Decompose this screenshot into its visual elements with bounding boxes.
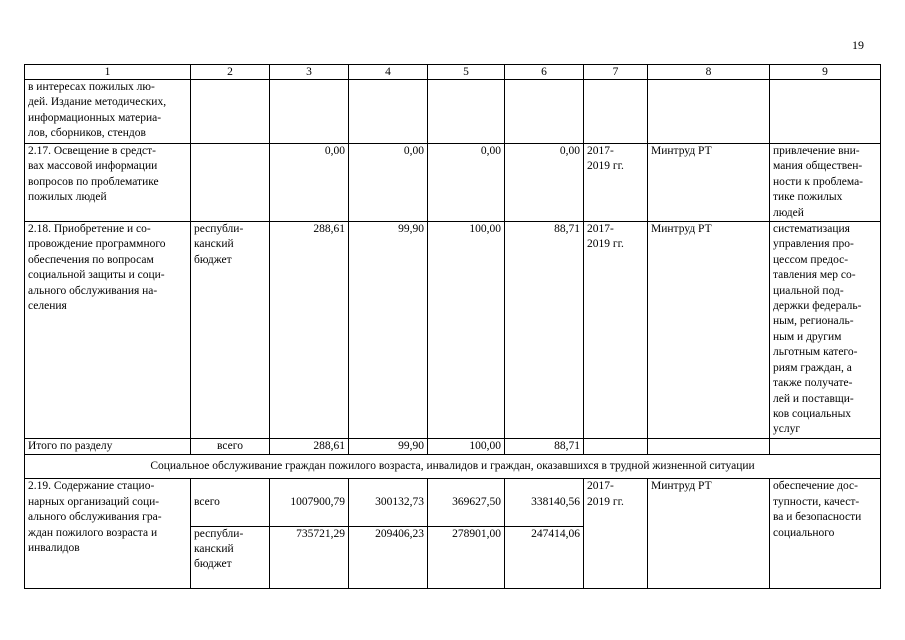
executor-cell: Минтруд РТ [648, 144, 770, 222]
amount-2018-budget: 278901,00 [428, 526, 505, 542]
empty-cell [584, 439, 648, 455]
expected-result-cell: привлечение вни- мания обществен- ности к проблема- тике пожилых людей [770, 144, 881, 222]
empty-cell [428, 80, 505, 144]
col-header-7: 7 [584, 65, 648, 80]
empty-cell [770, 439, 881, 455]
amount-2019-cell: 88,71 [505, 222, 584, 439]
empty-cell [770, 80, 881, 144]
activity-cell: 2.18. Приобретение и со- провождение программного обеспечения по вопросам социальной защиты и соци- ального обслуживания на- селения [25, 222, 191, 439]
amount-2017-all: 300132,73 [375, 495, 424, 508]
period-cell: 2017- 2019 гг. [584, 222, 648, 439]
expected-result-cell: обеспечение дос- тупности, качест- ва и безопасности социального [770, 479, 881, 589]
activity-cell: 2.19. Содержание стацио- нарных организаций соци- ального обслуживания гра- ждан пожилого возраста и инвалидов [25, 479, 191, 589]
col-header-2: 2 [191, 65, 270, 80]
section-heading-row [25, 455, 881, 479]
amount-2017-cell: 99,90 [349, 222, 428, 439]
table-row-continuation [25, 80, 881, 144]
expected-result-cell: систематизация управления про- цессом предос- тавления мер со- циальной под- держки федераль- ным, региональ- ным и другим льготным катего- риям граждан, а также получате- лей и поставщи- ков социальных услуг [770, 222, 881, 439]
program-table [24, 64, 881, 589]
amount-2017-cell: 99,90 [349, 439, 428, 455]
empty-cell [648, 439, 770, 455]
amount-total-cell: 288,61 [270, 439, 349, 455]
period-cell: 2017- 2019 гг. [584, 479, 648, 589]
amount-2019-cell [505, 479, 584, 589]
table-row-2-18 [25, 222, 881, 439]
amount-total-cell: 0,00 [270, 144, 349, 222]
funding-total-label: всего [194, 495, 220, 508]
amount-total-cell: 288,61 [270, 222, 349, 439]
amount-2019-budget: 247414,06 [505, 526, 584, 542]
empty-cell [505, 80, 584, 144]
table-row-section-total [25, 439, 881, 455]
amount-2017-cell: 0,00 [349, 144, 428, 222]
amount-2017-budget: 209406,23 [349, 526, 428, 542]
amount-2017-cell [349, 479, 428, 589]
col-header-6: 6 [505, 65, 584, 80]
funding-source-cell: республи- канский бюджет [191, 222, 270, 439]
section-title: Социальное обслуживание граждан пожилого возраста, инвалидов и граждан, оказавшихся в трудной жизненной ситуации [25, 455, 881, 479]
amount-2018-cell: 100,00 [428, 439, 505, 455]
amount-2018-cell: 100,00 [428, 222, 505, 439]
empty-cell [349, 80, 428, 144]
col-header-5: 5 [428, 65, 505, 80]
activity-cell: 2.17. Освещение в средст- вах массовой информации вопросов по проблематике пожилых людей [25, 144, 191, 222]
col-header-1: 1 [25, 65, 191, 80]
amount-2019-all: 338140,56 [531, 495, 580, 508]
col-header-3: 3 [270, 65, 349, 80]
funding-source-cell: всего [191, 439, 270, 455]
table-row-2-17 [25, 144, 881, 222]
page-number: 19 [852, 38, 864, 52]
column-number-header-row [25, 65, 881, 80]
amount-total-budget: 735721,29 [270, 526, 349, 542]
empty-cell [648, 80, 770, 144]
activity-cell: в интересах пожилых лю- дей. Издание методических, информационных материа- лов, сборников, стендов [25, 80, 191, 144]
table-row-2-19 [25, 479, 881, 589]
amount-2018-all: 369627,50 [452, 495, 501, 508]
amount-2018-cell: 0,00 [428, 144, 505, 222]
executor-cell: Минтруд РТ [648, 222, 770, 439]
funding-source-cell [191, 144, 270, 222]
col-header-8: 8 [648, 65, 770, 80]
empty-cell [270, 80, 349, 144]
total-label-cell: Итого по разделу [25, 439, 191, 455]
col-header-4: 4 [349, 65, 428, 80]
empty-cell [584, 80, 648, 144]
col-header-9: 9 [770, 65, 881, 80]
amount-2018-cell [428, 479, 505, 589]
empty-cell [191, 80, 270, 144]
executor-cell: Минтруд РТ [648, 479, 770, 589]
period-cell: 2017- 2019 гг. [584, 144, 648, 222]
amount-total-all: 1007900,79 [290, 495, 345, 508]
amount-2019-cell: 88,71 [505, 439, 584, 455]
funding-source-cell [191, 479, 270, 589]
amount-total-cell [270, 479, 349, 589]
amount-2019-cell: 0,00 [505, 144, 584, 222]
funding-republic-budget-label: республи- канский бюджет [191, 526, 269, 573]
